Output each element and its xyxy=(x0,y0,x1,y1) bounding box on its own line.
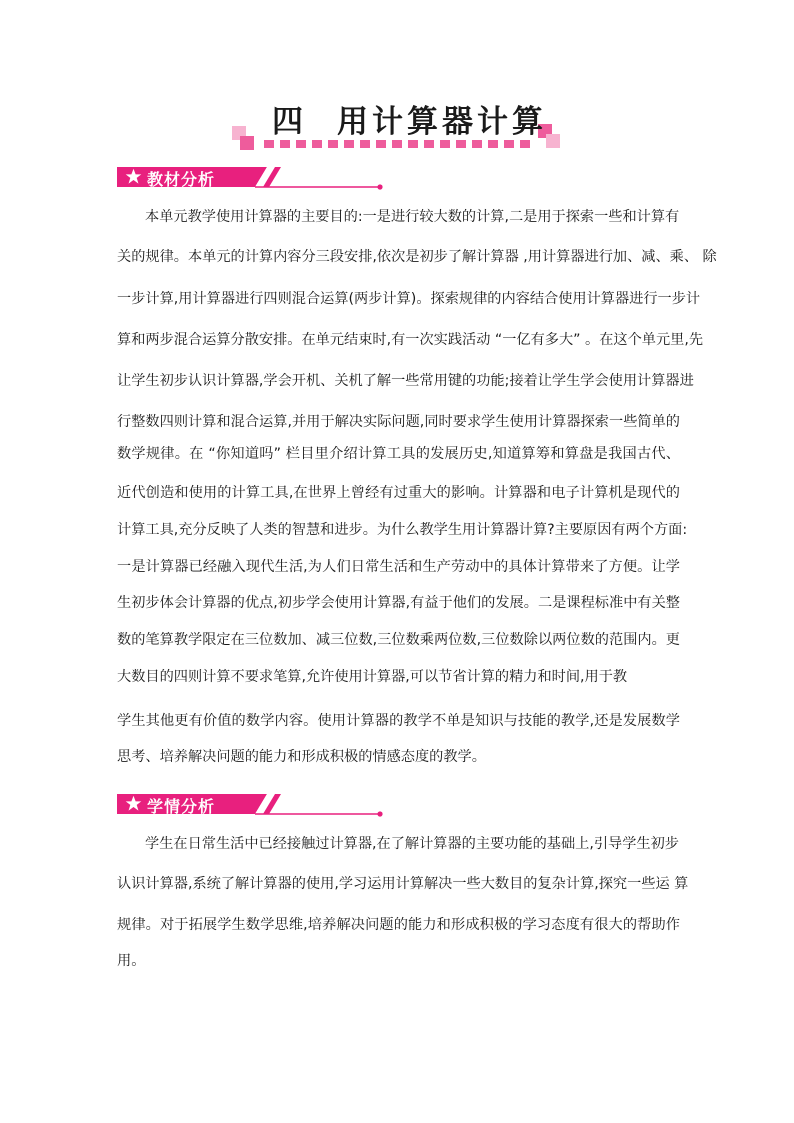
section-title: 学情分析 xyxy=(147,797,216,816)
page-title-block xyxy=(0,96,794,160)
paragraph-line: 大数目的四则计算不要求笔算,允许使用计算器,可以节省计算的精力和时间,用于教 xyxy=(117,669,628,685)
paragraph-line: 生初步体会计算器的优点,初步学会使用计算器,有益于他们的发展。二是课程标准中有关整 xyxy=(117,595,680,611)
paragraph-line: 一步计算,用计算器进行四则混合运算(两步计算)。探索规律的内容结合使用计算器进行一步计 xyxy=(117,291,701,307)
paragraph-line: 用。 xyxy=(117,953,146,969)
paragraph-line: 一是计算器已经融入现代生活,为人们日常生活和生产劳动中的具体计算带来了方便。让学 xyxy=(117,559,680,575)
paragraph-line: 计算工具,充分反映了人类的智慧和进步。为什么教学生用计算器计算?主要原因有两个方面: xyxy=(117,522,688,538)
paragraph-line: 行整数四则计算和混合运算,并用于解决实际问题,同时要求学生使用计算器探索一些简单的 xyxy=(117,414,680,430)
paragraph-line: 本单元教学使用计算器的主要目的:一是进行较大数的计算,二是用于探索一些和计算有 xyxy=(145,209,680,225)
section-header-textbook-analysis xyxy=(117,165,387,191)
paragraph-line: 思考、培养解决问题的能力和形成积极的情感态度的教学。 xyxy=(117,749,486,765)
star-icon xyxy=(125,168,142,185)
page-title xyxy=(272,96,547,141)
paragraph-line: 数学规律。在 “你知道吗” 栏目里介绍计算工具的发展历史,知道算筹和算盘是我国古代、 xyxy=(117,446,680,462)
paragraph-line: 数的笔算教学限定在三位数加、减三位数,三位数乘两位数,三位数除以两位数的范围内。更 xyxy=(117,632,680,648)
title-text: 用计算器计算 xyxy=(337,104,547,140)
paragraph-line: 近代创造和使用的计算工具,在世界上曾经有过重大的影响。计算器和电子计算机是现代的 xyxy=(117,485,680,501)
paragraph-line: 学生在日常生活中已经接触过计算器,在了解计算器的主要功能的基础上,引导学生初步 xyxy=(145,836,679,852)
star-icon xyxy=(125,795,142,812)
paragraph-line: 算和两步混合运算分散安排。在单元结束时,有一次实践活动 “一亿有多大” 。在这个单元里,先 xyxy=(117,332,704,348)
title-number: 四 xyxy=(272,104,307,140)
paragraph-line: 学生其他更有价值的数学内容。使用计算器的教学不单是知识与技能的教学,还是发展数学 xyxy=(117,713,680,729)
paragraph-line: 认识计算器,系统了解计算器的使用,学习运用计算解决一些大数目的复杂计算,探究一些运 算 xyxy=(117,876,689,892)
section-title: 教材分析 xyxy=(147,170,216,189)
paragraph-line: 关的规律。本单元的计算内容分三段安排,依次是初步了解计算器 ,用计算器进行加、减、乘、 除 xyxy=(117,249,717,265)
section-header-student-analysis xyxy=(117,792,387,818)
paragraph-line: 规律。对于拓展学生数学思维,培养解决问题的能力和形成积极的学习态度有很大的帮助作 xyxy=(117,917,680,933)
paragraph-line: 让学生初步认识计算器,学会开机、关机了解一些常用键的功能;接着让学生学会使用计算器进 xyxy=(117,373,694,389)
